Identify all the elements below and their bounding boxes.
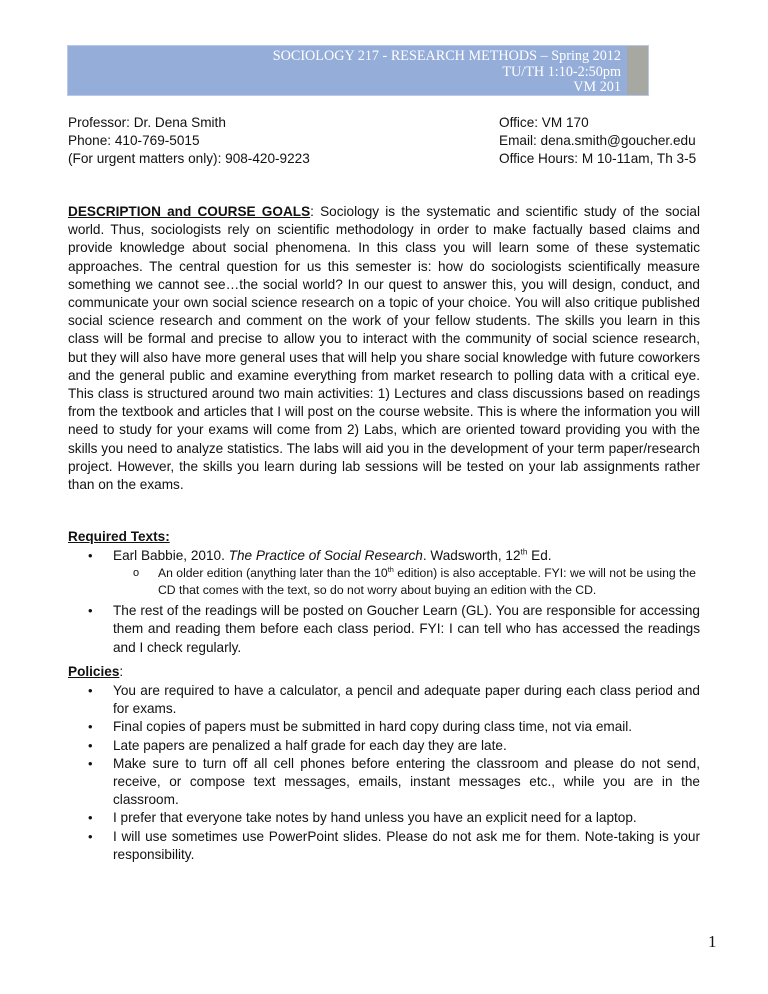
required-texts-heading-label: Required Texts:	[68, 529, 170, 544]
policy-text: You are required to have a calculator, a pencil and adequate paper during each class period and for exams.	[113, 683, 700, 717]
page-number: 1	[708, 932, 717, 951]
list-item-text: The rest of the readings will be posted on Goucher Learn (GL). You are responsible for accessing them and reading them before each class period. FYI: I can tell who has accessed the readings and I check regularly.	[113, 603, 700, 655]
course-title-line: SOCIOLOGY 217 - RESEARCH METHODS – Spring 2012	[272, 48, 621, 64]
citation-end: Ed.	[527, 548, 552, 563]
citation-author: Earl Babbie, 2010.	[113, 548, 229, 563]
bullet-icon: •	[88, 828, 93, 844]
sub-list	[113, 565, 700, 598]
list-item	[0, 547, 700, 598]
urgent-phone: (For urgent matters only): 908-420-9223	[68, 151, 310, 166]
list-item	[0, 718, 700, 736]
policy-text: Late papers are penalized a half grade for each day they are late.	[113, 737, 507, 753]
description-colon: :	[310, 204, 314, 219]
bullet-icon: •	[88, 810, 93, 826]
ordinal-suffix: th	[520, 547, 528, 557]
office-location: Office: VM 170	[499, 115, 589, 130]
policies-colon: :	[119, 664, 124, 679]
bullet-icon: •	[88, 683, 93, 698]
sub-item-text-end: edition) is also acceptable. FYI: we will not be using the CD that comes with the text, so do not worry about buying an edition with the CD.	[158, 566, 696, 597]
bullet-icon: •	[88, 548, 93, 563]
sub-item-text: An older edition (anything later than the 10	[158, 566, 388, 581]
policy-text: Final copies of papers must be submitted in hard copy during class time, not via email.	[113, 719, 633, 735]
room-line: VM 201	[573, 79, 621, 95]
description-paragraph	[68, 203, 700, 494]
bullet-icon: •	[88, 719, 93, 735]
header-accent-block	[627, 46, 648, 95]
schedule-line: TU/TH 1:10-2:50pm	[502, 63, 621, 80]
sub-list-item	[0, 565, 700, 598]
office-info	[499, 114, 696, 168]
course-header-text	[273, 49, 621, 96]
email: Email: dena.smith@goucher.edu	[499, 133, 696, 148]
citation-publisher: . Wadsworth, 12	[422, 548, 521, 563]
list-item	[0, 682, 700, 718]
policies-heading-label: Policies	[68, 664, 120, 679]
bullet-icon: •	[88, 737, 93, 753]
phone: Phone: 410-769-5015	[68, 133, 200, 148]
instructor-contact	[68, 114, 310, 168]
policy-text: I prefer that everyone take notes by hand unless you have an explicit need for a laptop.	[113, 810, 637, 826]
required-texts-heading	[68, 529, 170, 544]
list-item	[0, 809, 700, 827]
policies-list	[0, 682, 700, 864]
bullet-icon: •	[88, 603, 93, 619]
list-item	[0, 737, 700, 755]
description-heading: DESCRIPTION and COURSE GOALS	[68, 204, 311, 219]
policy-text: Make sure to turn off all cell phones before entering the classroom and please do not send, receive, or compose text messages, emails, instant messages etc., while you are in the classroom.	[113, 755, 700, 808]
book-title: The Practice of Social Research	[228, 548, 423, 563]
policy-text: I will use sometimes use PowerPoint slides. Please do not ask me for them. Note-taking is your responsibility.	[113, 828, 700, 862]
required-texts-list	[0, 547, 700, 657]
list-item	[0, 602, 700, 657]
course-header-bar	[67, 45, 649, 96]
bullet-icon: •	[88, 755, 93, 771]
policies-heading	[68, 664, 123, 679]
ordinal-suffix: th	[387, 565, 394, 575]
list-item	[0, 828, 700, 864]
hollow-bullet-icon: o	[133, 567, 140, 580]
office-hours: Office Hours: M 10-11am, Th 3-5	[499, 151, 697, 166]
professor-name: Professor: Dr. Dena Smith	[68, 115, 226, 130]
list-item	[0, 755, 700, 810]
description-text: Sociology is the systematic and scientific study of the social world. Thus, sociologists rely on scientific methodology in order to make factually based claims and provide knowledge about social phenomena. In this class you will learn some of these systematic approaches. The central question for us this semester is: how do sociologists scientifically measure something we cannot see…the social world? In our quest to answer this, you will design, conduct, and communicate your own social science research on a topic of your choice. You will also critique published social science research and comment on the work of your fellow students. The skills you learn in this class will be formal and precise to allow you to interact with the community of social science research, but they will also have more general uses that will help you share social knowledge with future coworkers and the general public and examine everything from market research to polling data with a critical eye. This class is structured around two main activities: 1) Lectures and class discussions based on readings from the textbook and articles that I will post on the course website. This is where the information you will need to study for your exams will come from 2) Labs, which are oriented toward providing you with the skills you need to analyze statistics. The labs will aid you in the development of your term paper/research project. However, the skills you learn during lab sessions will be tested on your lab assignments rather than on the exams.	[68, 204, 700, 493]
